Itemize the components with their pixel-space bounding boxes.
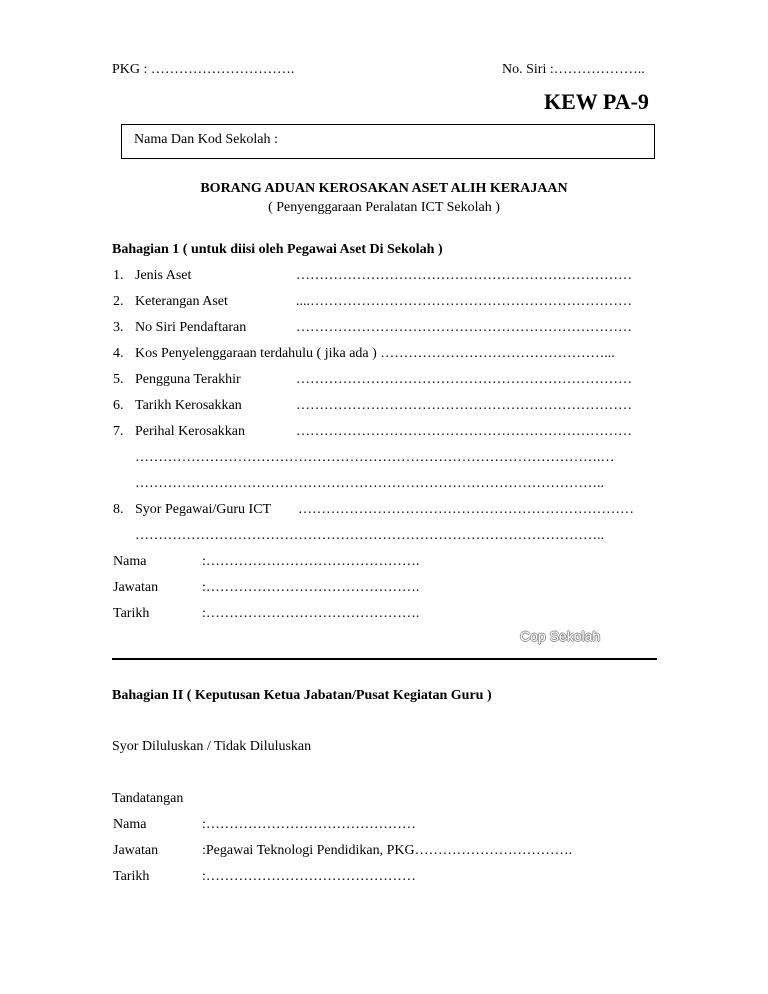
form-code: KEW PA-9 <box>544 89 649 114</box>
sign-label-date: Tarikh <box>113 869 150 884</box>
item-number: 1. <box>113 268 124 283</box>
item-dots: ……………………………………………………………… <box>296 398 632 413</box>
serial-number-field: No. Siri :……………….. <box>502 62 645 77</box>
item-label-ict-officer-recommendation: Syor Pegawai/Guru ICT <box>135 502 272 517</box>
item-number: 7. <box>113 424 124 439</box>
item-dots: ……………………………………………………………… <box>296 320 632 335</box>
sign-label-date: Tarikh <box>113 606 150 621</box>
sign-value-date: :………………………………………. <box>202 606 420 621</box>
section-divider <box>112 658 657 660</box>
pkg-field: PKG : …………………………. <box>112 62 295 77</box>
item-dots: ……………………………………………………………… <box>296 372 632 387</box>
item-number: 6. <box>113 398 124 413</box>
sign-label-position: Jawatan <box>113 843 159 858</box>
item-label-damage-details: Perihal Kerosakkan <box>135 424 246 439</box>
item-number: 8. <box>113 502 124 517</box>
part1-heading: Bahagian 1 ( untuk diisi oleh Pegawai Aset Di Sekolah ) <box>112 242 443 257</box>
continuation-dots: ……………………………………………………………………………………….. <box>135 476 604 491</box>
item-label-asset-description: Keterangan Aset <box>135 294 228 309</box>
item-dots: ……………………………………………………………… <box>298 502 634 517</box>
school-name-label: Nama Dan Kod Sekolah : <box>134 132 278 147</box>
item-number: 2. <box>113 294 124 309</box>
item-number: 3. <box>113 320 124 335</box>
signature-label: Tandatangan <box>112 791 184 806</box>
item-number: 5. <box>113 372 124 387</box>
item-label-asset-type: Jenis Aset <box>135 268 192 283</box>
item-label-previous-maintenance-cost: Kos Penyelenggaraan terdahulu ( jika ada ) …………………………………………... <box>135 346 615 361</box>
decision-text: Syor Diluluskan / Tidak Diluluskan <box>112 739 312 754</box>
item-label-damage-date: Tarikh Kerosakkan <box>135 398 242 413</box>
form-title: BORANG ADUAN KEROSAKAN ASET ALIH KERAJAAN <box>200 181 568 196</box>
continuation-dots: ……………………………………………………………………………………….. <box>135 528 604 543</box>
item-dots: ……………………………………………………………… <box>296 424 632 439</box>
sign-value-position: :………………………………………. <box>202 580 420 595</box>
sign-label-name: Nama <box>113 554 147 569</box>
item-number: 4. <box>113 346 124 361</box>
sign-value-position: :Pegawai Teknologi Pendidikan, PKG……………………………. <box>202 843 573 858</box>
sign-value-name: :……………………………………… <box>202 817 416 832</box>
sign-value-name: :………………………………………. <box>202 554 420 569</box>
school-stamp-label: Cop Sekolah <box>520 628 601 644</box>
item-dots: ....…………………………………………………………… <box>296 294 632 309</box>
school-name-box <box>121 124 655 159</box>
item-label-last-user: Pengguna Terakhir <box>135 372 241 387</box>
item-label-registration-serial: No Siri Pendaftaran <box>135 320 247 335</box>
sign-label-position: Jawatan <box>113 580 159 595</box>
continuation-dots: ……………………………………………………………………………………….… <box>135 450 615 465</box>
sign-label-name: Nama <box>113 817 147 832</box>
part2-heading: Bahagian II ( Keputusan Ketua Jabatan/Pusat Kegiatan Guru ) <box>112 688 492 703</box>
sign-value-date: :……………………………………… <box>202 869 416 884</box>
item-dots: ……………………………………………………………… <box>296 268 632 283</box>
form-subtitle: ( Penyenggaraan Peralatan ICT Sekolah ) <box>268 200 500 215</box>
